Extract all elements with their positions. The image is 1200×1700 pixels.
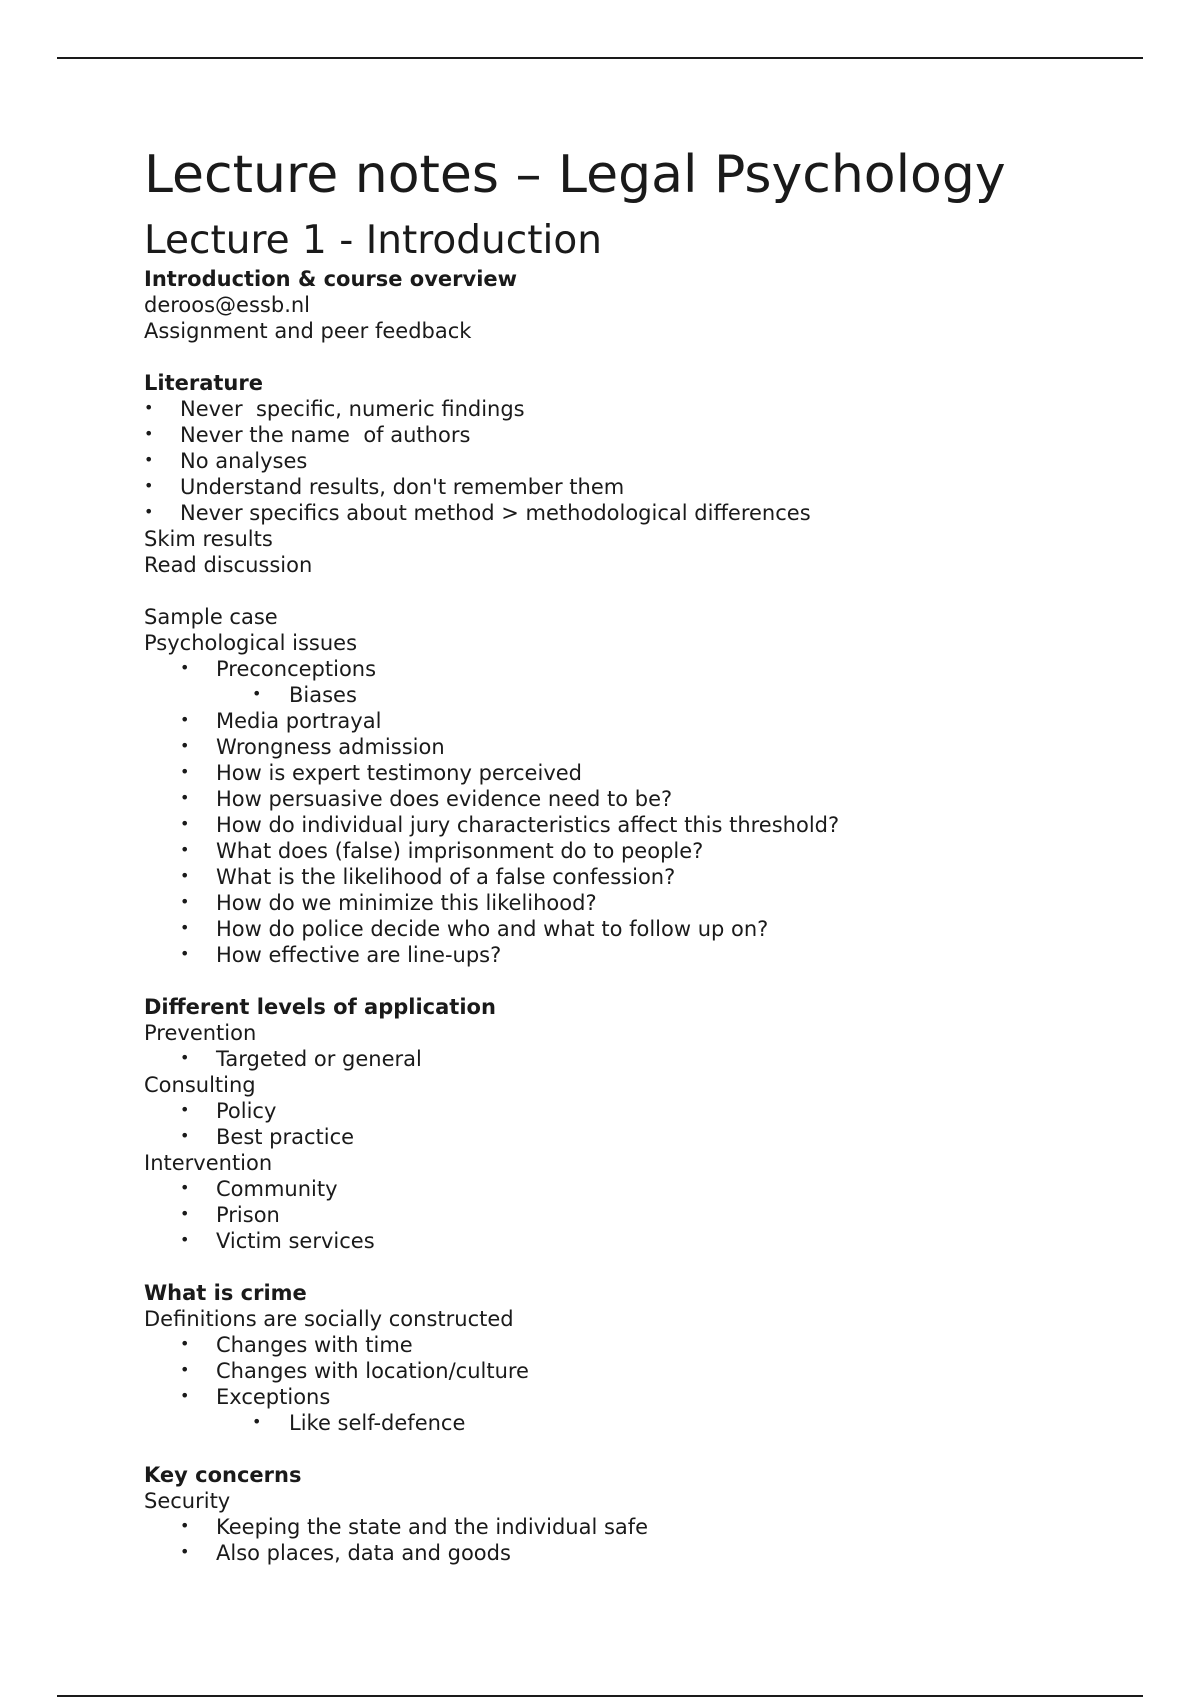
sample-case-label: Sample case xyxy=(144,605,278,629)
bullet-icon: • xyxy=(252,684,262,703)
bullet-icon: • xyxy=(180,762,190,781)
bullet-icon: • xyxy=(180,658,190,677)
header-rule xyxy=(57,57,1143,59)
section-heading-crime: What is crime xyxy=(144,1281,307,1305)
list-item: • How do individual jury characteristics affect this threshold? xyxy=(180,813,840,837)
bullet-icon: • xyxy=(180,1334,190,1353)
skim-results-note: Skim results xyxy=(144,527,273,551)
prevention-label: Prevention xyxy=(144,1021,257,1045)
bullet-icon: • xyxy=(180,814,190,833)
list-item: • Biases xyxy=(252,683,357,707)
bullet-icon: • xyxy=(144,450,154,469)
bullet-icon: • xyxy=(144,424,154,443)
list-item: • Also places, data and goods xyxy=(180,1541,511,1565)
bullet-icon: • xyxy=(144,476,154,495)
list-item: • How is expert testimony perceived xyxy=(180,761,582,785)
bullet-icon: • xyxy=(180,1360,190,1379)
lecture-title: Lecture 1 - Introduction xyxy=(144,218,602,263)
list-item: • Media portrayal xyxy=(180,709,382,733)
list-item: • Exceptions xyxy=(180,1385,331,1409)
bullet-icon: • xyxy=(180,736,190,755)
list-item: • Wrongness admission xyxy=(180,735,445,759)
list-item: • How effective are line-ups? xyxy=(180,943,502,967)
list-item: • How persuasive does evidence need to be? xyxy=(180,787,673,811)
bullet-icon: • xyxy=(180,1542,190,1561)
list-item: • No analyses xyxy=(144,449,308,473)
spacer xyxy=(144,968,1144,994)
list-item: • How do we minimize this likelihood? xyxy=(180,891,597,915)
spacer xyxy=(144,344,1144,370)
bullet-icon: • xyxy=(180,1204,190,1223)
bullet-icon: • xyxy=(180,866,190,885)
list-item: • Like self-defence xyxy=(252,1411,466,1435)
bullet-icon: • xyxy=(180,892,190,911)
list-item: • Policy xyxy=(180,1099,277,1123)
psychological-issues-label: Psychological issues xyxy=(144,631,358,655)
footer-rule xyxy=(57,1695,1143,1697)
list-item: • Prison xyxy=(180,1203,280,1227)
list-item: • What is the likelihood of a false confession? xyxy=(180,865,676,889)
spacer xyxy=(144,1254,1144,1280)
bullet-icon: • xyxy=(252,1412,262,1431)
section-heading-intro: Introduction & course overview xyxy=(144,267,518,291)
list-item: • Victim services xyxy=(180,1229,375,1253)
bullet-icon: • xyxy=(180,1516,190,1535)
list-item: • What does (false) imprisonment do to people? xyxy=(180,839,704,863)
bullet-icon: • xyxy=(180,944,190,963)
list-item: • Community xyxy=(180,1177,338,1201)
section-heading-levels: Different levels of application xyxy=(144,995,496,1019)
intervention-label: Intervention xyxy=(144,1151,273,1175)
list-item: • Preconceptions xyxy=(180,657,377,681)
section-heading-concerns: Key concerns xyxy=(144,1463,302,1487)
list-item: • Never specifics about method > methodological differences xyxy=(144,501,811,525)
spacer xyxy=(144,578,1144,604)
bullet-icon: • xyxy=(180,788,190,807)
spacer xyxy=(144,1436,1144,1462)
bullet-icon: • xyxy=(180,840,190,859)
bullet-icon: • xyxy=(180,1126,190,1145)
document-title: Lecture notes – Legal Psychology xyxy=(144,145,1006,205)
consulting-label: Consulting xyxy=(144,1073,256,1097)
list-item: • How do police decide who and what to follow up on? xyxy=(180,917,769,941)
list-item: • Changes with location/culture xyxy=(180,1359,529,1383)
list-item: • Changes with time xyxy=(180,1333,413,1357)
list-item: • Never the name of authors xyxy=(144,423,471,447)
bullet-icon: • xyxy=(144,502,154,521)
bullet-icon: • xyxy=(180,1178,190,1197)
bullet-icon: • xyxy=(180,710,190,729)
contact-email: deroos@essb.nl xyxy=(144,293,311,317)
bullet-icon: • xyxy=(180,918,190,937)
assignment-note: Assignment and peer feedback xyxy=(144,319,472,343)
list-item: • Never specific, numeric findings xyxy=(144,397,525,421)
read-discussion-note: Read discussion xyxy=(144,553,313,577)
crime-definition: Definitions are socially constructed xyxy=(144,1307,514,1331)
bullet-icon: • xyxy=(180,1386,190,1405)
document-page xyxy=(144,140,1144,1566)
list-item: • Targeted or general xyxy=(180,1047,422,1071)
section-heading-literature: Literature xyxy=(144,371,263,395)
list-item: • Understand results, don't remember them xyxy=(144,475,625,499)
list-item: • Best practice xyxy=(180,1125,355,1149)
bullet-icon: • xyxy=(144,398,154,417)
bullet-icon: • xyxy=(180,1100,190,1119)
bullet-icon: • xyxy=(180,1048,190,1067)
bullet-icon: • xyxy=(180,1230,190,1249)
security-label: Security xyxy=(144,1489,231,1513)
list-item: • Keeping the state and the individual safe xyxy=(180,1515,649,1539)
